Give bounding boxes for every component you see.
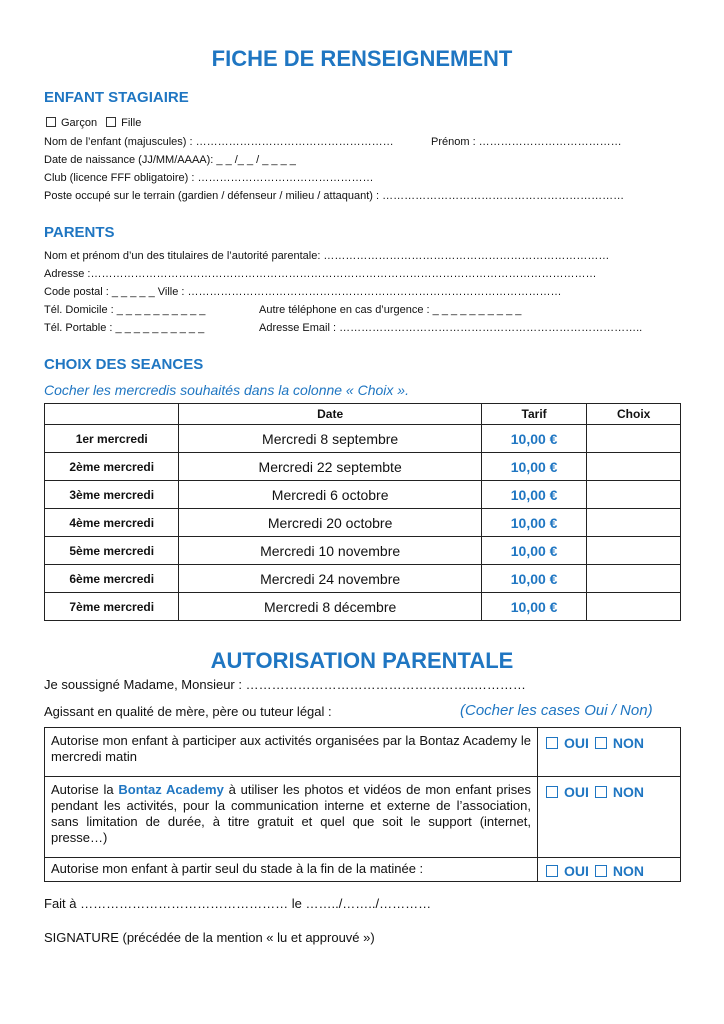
seances-instruction: Cocher les mercredis souhaités dans la colonne « Choix ». (44, 382, 409, 398)
row-date: Mercredi 22 septembte (179, 453, 481, 481)
field-prenom[interactable]: Prénom : ………………………………… (431, 136, 622, 148)
label-oui: OUI (564, 735, 589, 751)
auth-options (538, 728, 681, 777)
auth-photos-post: à utiliser les photos et vidéos de mon enfant prises pendant les activités, pour la communication interne et externe de l’association, sans limitation de durée, à titre gratuit et quel que soit le support (internet, presse…) (51, 782, 531, 845)
table-row (45, 425, 681, 453)
choix-cell[interactable] (587, 537, 681, 565)
field-tel-urgence[interactable]: Autre téléphone en cas d’urgence : _ _ _ _ _ _ _ _ _ _ (259, 304, 522, 316)
seances-table (44, 403, 681, 621)
checkbox-oui[interactable] (546, 786, 558, 798)
choix-cell[interactable] (587, 481, 681, 509)
field-code-postal-ville[interactable]: Code postal : _ _ _ _ _ Ville : ………………………………………………………………………………………… (44, 286, 562, 298)
label-non: NON (612, 735, 645, 751)
table-header-row (45, 404, 681, 425)
label-fille: Fille (121, 117, 142, 129)
field-nom-enfant[interactable]: Nom de l’enfant (majuscules) : ……………………………………………… (44, 136, 394, 148)
label-non: NON (612, 784, 645, 800)
section-heading-enfant: ENFANT STAGIAIRE (44, 89, 189, 106)
choix-cell[interactable] (587, 509, 681, 537)
checkbox-fille[interactable] (106, 117, 116, 127)
table-row (45, 537, 681, 565)
row-date: Mercredi 20 octobre (179, 509, 481, 537)
row-label: 3ème mercredi (45, 481, 179, 509)
checkbox-non[interactable] (595, 737, 607, 749)
row-label: 2ème mercredi (45, 453, 179, 481)
field-adresse[interactable]: Adresse :………………………………………………………………………………………………………………………… (44, 268, 597, 280)
row-date: Mercredi 8 décembre (179, 593, 481, 621)
label-oui: OUI (564, 863, 589, 879)
autorisation-title: AUTORISATION PARENTALE (210, 648, 514, 673)
row-label: 4ème mercredi (45, 509, 179, 537)
table-row (45, 453, 681, 481)
col-header-tarif: Tarif (481, 404, 587, 425)
row-tarif: 10,00 € (481, 565, 587, 593)
auth-item-photos (45, 777, 538, 858)
label-non: NON (612, 863, 645, 879)
auth-options (538, 777, 681, 858)
field-email[interactable]: Adresse Email : ……………………………………………………………………….. (259, 322, 643, 334)
auth-row (45, 777, 681, 858)
checkbox-non[interactable] (595, 786, 607, 798)
row-tarif: 10,00 € (481, 481, 587, 509)
checkbox-garcon[interactable] (46, 117, 56, 127)
row-label: 6ème mercredi (45, 565, 179, 593)
cocher-instruction: (Cocher les cases Oui / Non) (460, 702, 653, 719)
row-tarif: 10,00 € (481, 537, 587, 565)
row-label: 7ème mercredi (45, 593, 179, 621)
table-row (45, 481, 681, 509)
field-tel-portable[interactable]: Tél. Portable : _ _ _ _ _ _ _ _ _ _ (44, 322, 205, 334)
brand-name: Bontaz Academy (118, 782, 224, 797)
auth-row (45, 858, 681, 882)
field-date-naissance[interactable]: Date de naissance (JJ/MM/AAAA): _ _ /_ _ / _ _ _ _ (44, 154, 296, 166)
auth-row (45, 728, 681, 777)
section-heading-parents: PARENTS (44, 224, 115, 241)
table-row (45, 565, 681, 593)
agissant-text: Agissant en qualité de mère, père ou tuteur légal : (44, 704, 332, 719)
choix-cell[interactable] (587, 593, 681, 621)
field-club[interactable]: Club (licence FFF obligatoire) : ………………………………………… (44, 172, 374, 184)
table-row (45, 593, 681, 621)
auth-options (538, 858, 681, 882)
col-header-label (45, 404, 179, 425)
field-soussigne[interactable]: Je soussigné Madame, Monsieur : ……………………………………………..………… (44, 677, 526, 692)
col-header-choix: Choix (587, 404, 681, 425)
row-date: Mercredi 6 octobre (179, 481, 481, 509)
row-date: Mercredi 24 novembre (179, 565, 481, 593)
page-title: FICHE DE RENSEIGNEMENT (211, 46, 513, 71)
gender-options (46, 117, 141, 129)
row-label: 1er mercredi (45, 425, 179, 453)
row-date: Mercredi 8 septembre (179, 425, 481, 453)
choix-cell[interactable] (587, 425, 681, 453)
field-tel-domicile[interactable]: Tél. Domicile : _ _ _ _ _ _ _ _ _ _ (44, 304, 206, 316)
checkbox-non[interactable] (595, 865, 607, 877)
field-titulaire[interactable]: Nom et prénom d’un des titulaires de l’autorité parentale: …………………………………………………………………… (44, 250, 610, 262)
autorisation-table (44, 727, 681, 882)
field-poste[interactable]: Poste occupé sur le terrain (gardien / défenseur / milieu / attaquant) : ………………………………………………………… (44, 190, 625, 202)
col-header-date: Date (179, 404, 481, 425)
row-tarif: 10,00 € (481, 509, 587, 537)
auth-photos-pre: Autorise la (51, 782, 114, 797)
auth-item-activites: Autorise mon enfant à participer aux activités organisées par la Bontaz Academy le mercredi matin (45, 728, 538, 777)
field-fait-a[interactable]: Fait à ………………………………………… le ……../……../………… (44, 896, 432, 911)
table-row (45, 509, 681, 537)
row-tarif: 10,00 € (481, 593, 587, 621)
checkbox-oui[interactable] (546, 737, 558, 749)
row-tarif: 10,00 € (481, 453, 587, 481)
label-garcon: Garçon (61, 117, 98, 129)
section-heading-seances: CHOIX DES SEANCES (44, 356, 204, 373)
choix-cell[interactable] (587, 453, 681, 481)
auth-item-depart-seul: Autorise mon enfant à partir seul du stade à la fin de la matinée : (45, 858, 538, 882)
signature-label: SIGNATURE (précédée de la mention « lu et approuvé ») (44, 930, 375, 945)
row-label: 5ème mercredi (45, 537, 179, 565)
choix-cell[interactable] (587, 565, 681, 593)
row-tarif: 10,00 € (481, 425, 587, 453)
label-oui: OUI (564, 784, 589, 800)
row-date: Mercredi 10 novembre (179, 537, 481, 565)
checkbox-oui[interactable] (546, 865, 558, 877)
